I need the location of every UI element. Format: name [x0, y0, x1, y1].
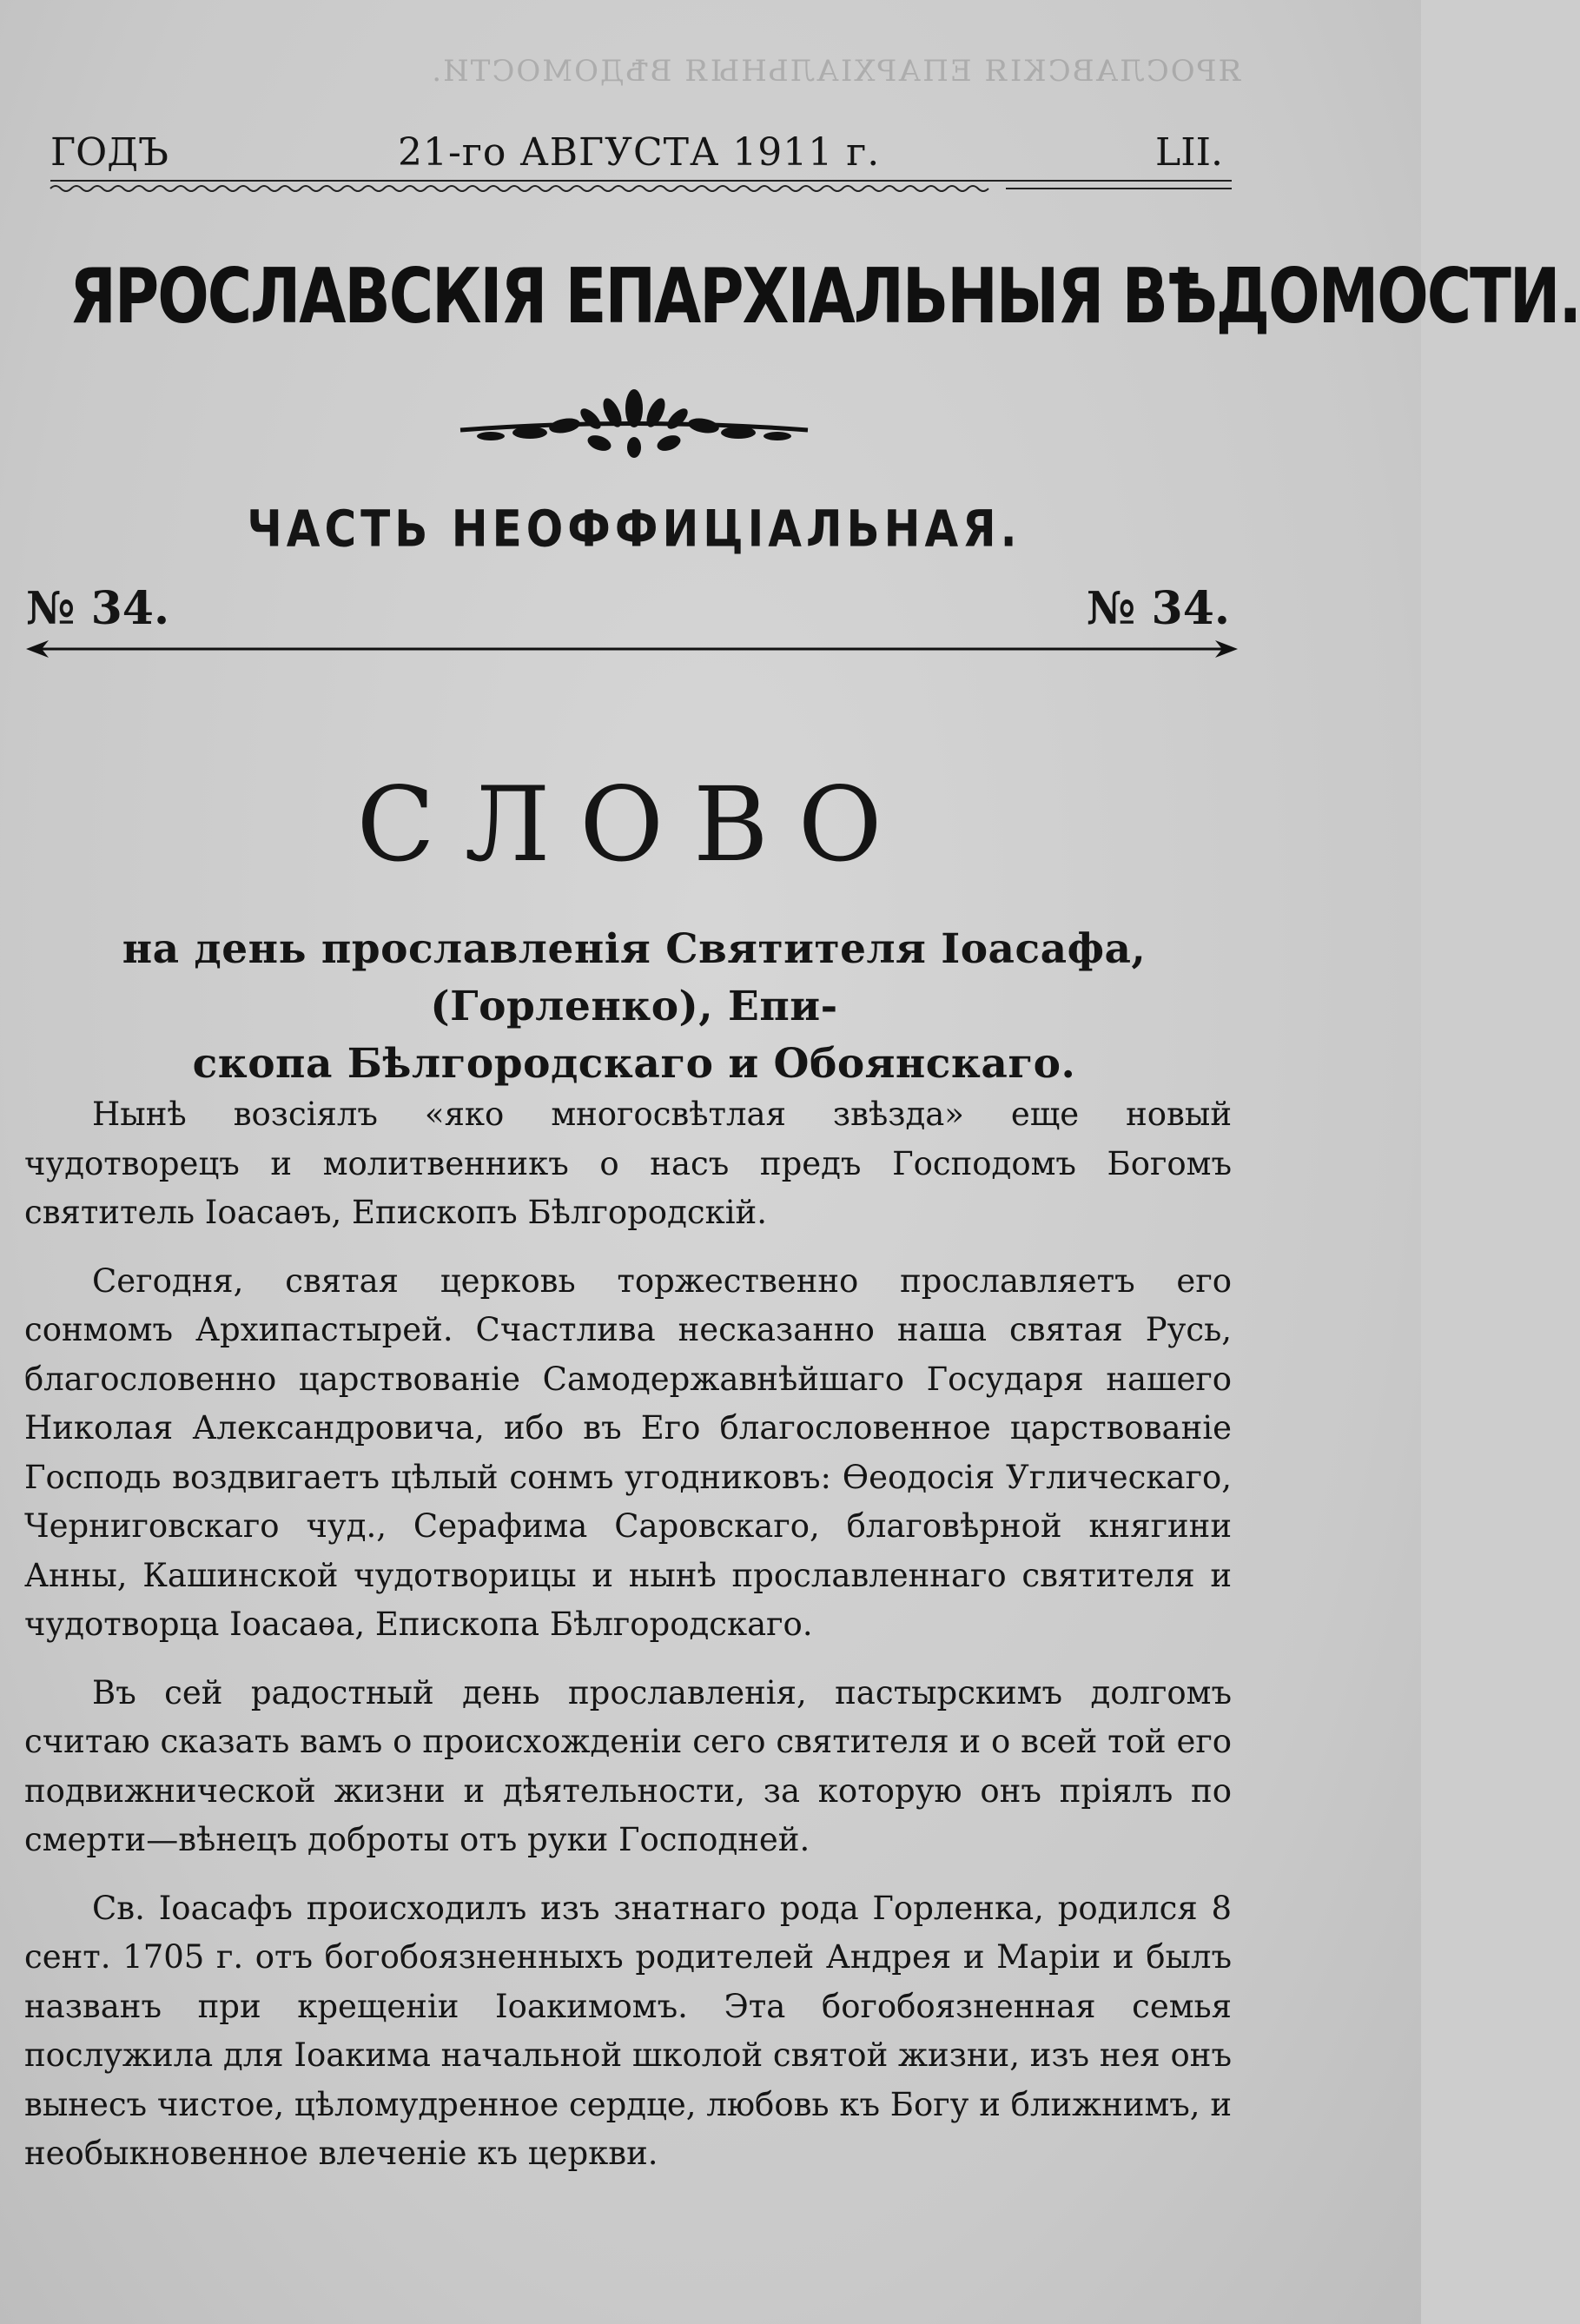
sermon-subtitle: [26, 921, 1242, 1093]
sermon-body: [24, 1090, 1232, 2198]
wavy-rule: [50, 178, 1232, 195]
paragraph: Въ сей радостный день прославленія, пастырскимъ долгомъ считаю сказать вамъ о происхожденіи сего святителя и о всей той его подвижнической жизни и дѣятельности, за которую онъ пріялъ по смерти—вѣнецъ доброты отъ руки Господней.: [24, 1673, 1232, 1858]
sermon-subtitle-line-1: на день прославленія Святителя Іоасафа, (Горленко), Епи-: [122, 925, 1147, 1030]
sermon-heading: СЛОВО: [356, 765, 912, 884]
issue-number-right: № 34.: [1086, 582, 1230, 635]
bleed-through-running-head: ЯРОСЛАВСКІЯ ЕПАРХІАЛЬНЫЯ ВѢДОМОСТИ.: [430, 54, 1242, 89]
paragraph: Сегодня, святая церковь торжественно прославляетъ его сонмомъ Архипастырей. Счастлива несказанно наша святая Русь, благословенно царствованіе Самодержавнѣйшаго Государя нашего Николая Александровича, ибо въ Его благословенное царствованіе Господь воздвигаетъ цѣлый сонмъ угодниковъ: Ѳеодосія Углическаго, Черниговскаго чуд., Серафима Саровскаго, благовѣрной княгини Анны, Кашинской чудотворицы и нынѣ прославленнаго святителя и чудотворца Іоасаѳа, Епископа Бѣлгородскаго.: [24, 1261, 1232, 1643]
section-title: ЧАСТЬ НЕОФФИЦІАЛЬНАЯ.: [247, 500, 1021, 559]
issue-number-left: № 34.: [26, 582, 170, 635]
sermon-subtitle-line-2: скопа Бѣлгородскаго и Обоянскаго.: [192, 1040, 1076, 1088]
volume-number: LII.: [1155, 130, 1223, 175]
masthead-title: ЯРОСЛАВСКІЯ ЕПАРХІАЛЬНЫЯ ВѢДОМОСТИ.: [69, 251, 1580, 341]
year-label: ГОДЪ: [50, 130, 169, 175]
issue-header: [50, 130, 1223, 182]
paragraph: Св. Іоасафъ происходилъ изъ знатнаго рода Горленка, родился 8 сент. 1705 г. отъ богобоязненныхъ родителей Андрея и Маріи и былъ названъ при крещеніи Іоакимомъ. Эта богобоязненная семья послужила для Іоакима начальной школой святой жизни, изъ нея онъ вынесъ чистое, цѣломудренное сердце, любовь къ Богу и ближнимъ, и необыкновенное влеченіе къ церкви.: [24, 1889, 1232, 2172]
floral-ornament-icon: [452, 382, 816, 460]
issue-date: 21-го АВГУСТА 1911 г.: [398, 130, 881, 175]
double-arrow-rule: [26, 639, 1238, 659]
paragraph: Нынѣ возсіялъ «яко многосвѣтлая звѣзда» еще новый чудотворецъ и молитвенникъ о насъ предъ Господомъ Богомъ святитель Іоасаѳъ, Епископъ Бѣлгородскій.: [24, 1096, 1232, 1231]
